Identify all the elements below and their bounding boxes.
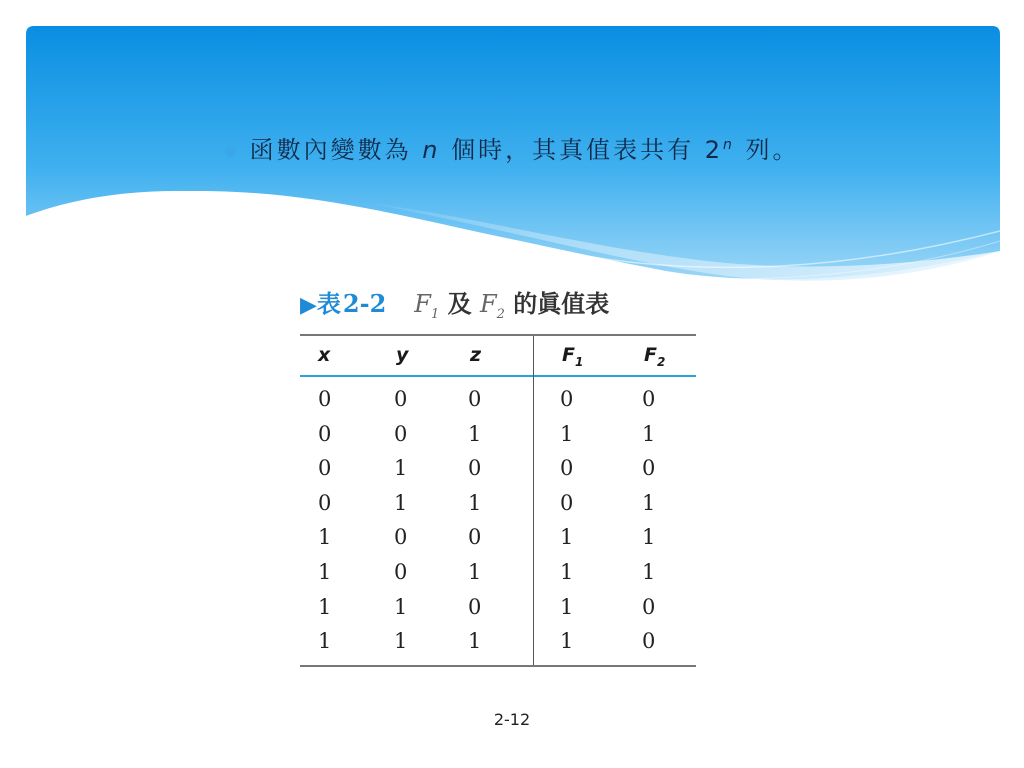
table-row [300, 387, 696, 421]
table-cell: 1 [468, 490, 482, 515]
caption-and: 及 [447, 289, 472, 318]
table-cell: 1 [394, 456, 408, 481]
table-cell: 0 [468, 387, 482, 411]
slide-headline [0, 130, 1024, 165]
table-row [300, 422, 696, 456]
headline-text-middle: 個時，其真值表共有 2 [451, 136, 724, 164]
table-cell: 0 [394, 525, 408, 550]
table-cell: 0 [468, 594, 482, 619]
caption-f2: F [479, 290, 497, 318]
table-cell: 1 [318, 594, 332, 619]
table-header-rule [300, 375, 696, 377]
table-row [300, 560, 696, 594]
table-cell: 1 [468, 629, 482, 654]
caption-f2-sub: 2 [496, 306, 505, 322]
table-row [300, 456, 696, 490]
table-caption [300, 284, 720, 320]
table-cell: 0 [318, 421, 332, 446]
table-cell: 1 [560, 560, 574, 584]
table-cell: 0 [394, 560, 408, 584]
caption-f1-sub: 1 [430, 306, 440, 322]
table-cell: 0 [394, 421, 408, 446]
table-cell: 0 [642, 594, 656, 619]
page-number: 2-12 [493, 710, 531, 729]
table-cell: 1 [318, 525, 332, 550]
table-cell: 1 [560, 629, 574, 654]
table-cell: 1 [642, 525, 656, 550]
table-cell: 0 [318, 456, 332, 481]
headline-exponent: n [723, 137, 735, 153]
table-cell: 1 [394, 594, 408, 619]
table-cell: 1 [394, 629, 408, 654]
table-top-rule [300, 334, 696, 336]
table-row [300, 629, 696, 663]
table-cell: 0 [318, 490, 332, 515]
table-cell: 1 [468, 421, 482, 446]
header-f1: $F_1$ [562, 344, 584, 369]
table-cell: 1 [560, 594, 574, 619]
headline-variable: n [422, 136, 441, 164]
caption-f1: F [414, 290, 431, 318]
table-cell: 1 [318, 560, 332, 584]
table-cell: 0 [560, 490, 574, 515]
table-cell: 1 [468, 560, 482, 584]
table-cell: 0 [642, 456, 656, 481]
bullet-dot-icon: ● [224, 143, 240, 159]
table-cell: 0 [318, 387, 332, 411]
header-f2: $F_2$ [644, 344, 666, 369]
table-cell: 1 [560, 525, 574, 550]
table-cell: 1 [642, 560, 656, 584]
caption-marker-icon: ▶ [300, 292, 317, 318]
table-cell: 1 [560, 421, 574, 446]
header-x: x [318, 344, 331, 366]
table-cell: 0 [468, 456, 482, 481]
headline-text-after: 列。 [734, 136, 800, 164]
caption-suffix: 的眞值表 [513, 289, 610, 318]
table-cell: 0 [468, 525, 482, 550]
table-cell: 0 [642, 387, 656, 411]
header-y: y [396, 344, 409, 366]
table-cell: 1 [318, 629, 332, 654]
table-row [300, 595, 696, 629]
table-cell: 0 [560, 387, 574, 411]
table-cell: 0 [642, 629, 656, 654]
headline-text-before: 函數內變數為 [249, 136, 412, 164]
table-cell: 0 [560, 456, 574, 481]
caption-number: 2-2 [342, 289, 387, 318]
header-z: z [470, 344, 482, 366]
table-row [300, 525, 696, 559]
truth-table [300, 330, 696, 670]
table-cell: 0 [394, 387, 408, 411]
table-cell: 1 [394, 490, 408, 515]
caption-label: 表 [316, 289, 341, 318]
table-cell: 1 [642, 421, 656, 446]
table-row [300, 491, 696, 525]
table-bottom-rule [300, 665, 696, 667]
table-cell: 1 [642, 490, 656, 515]
